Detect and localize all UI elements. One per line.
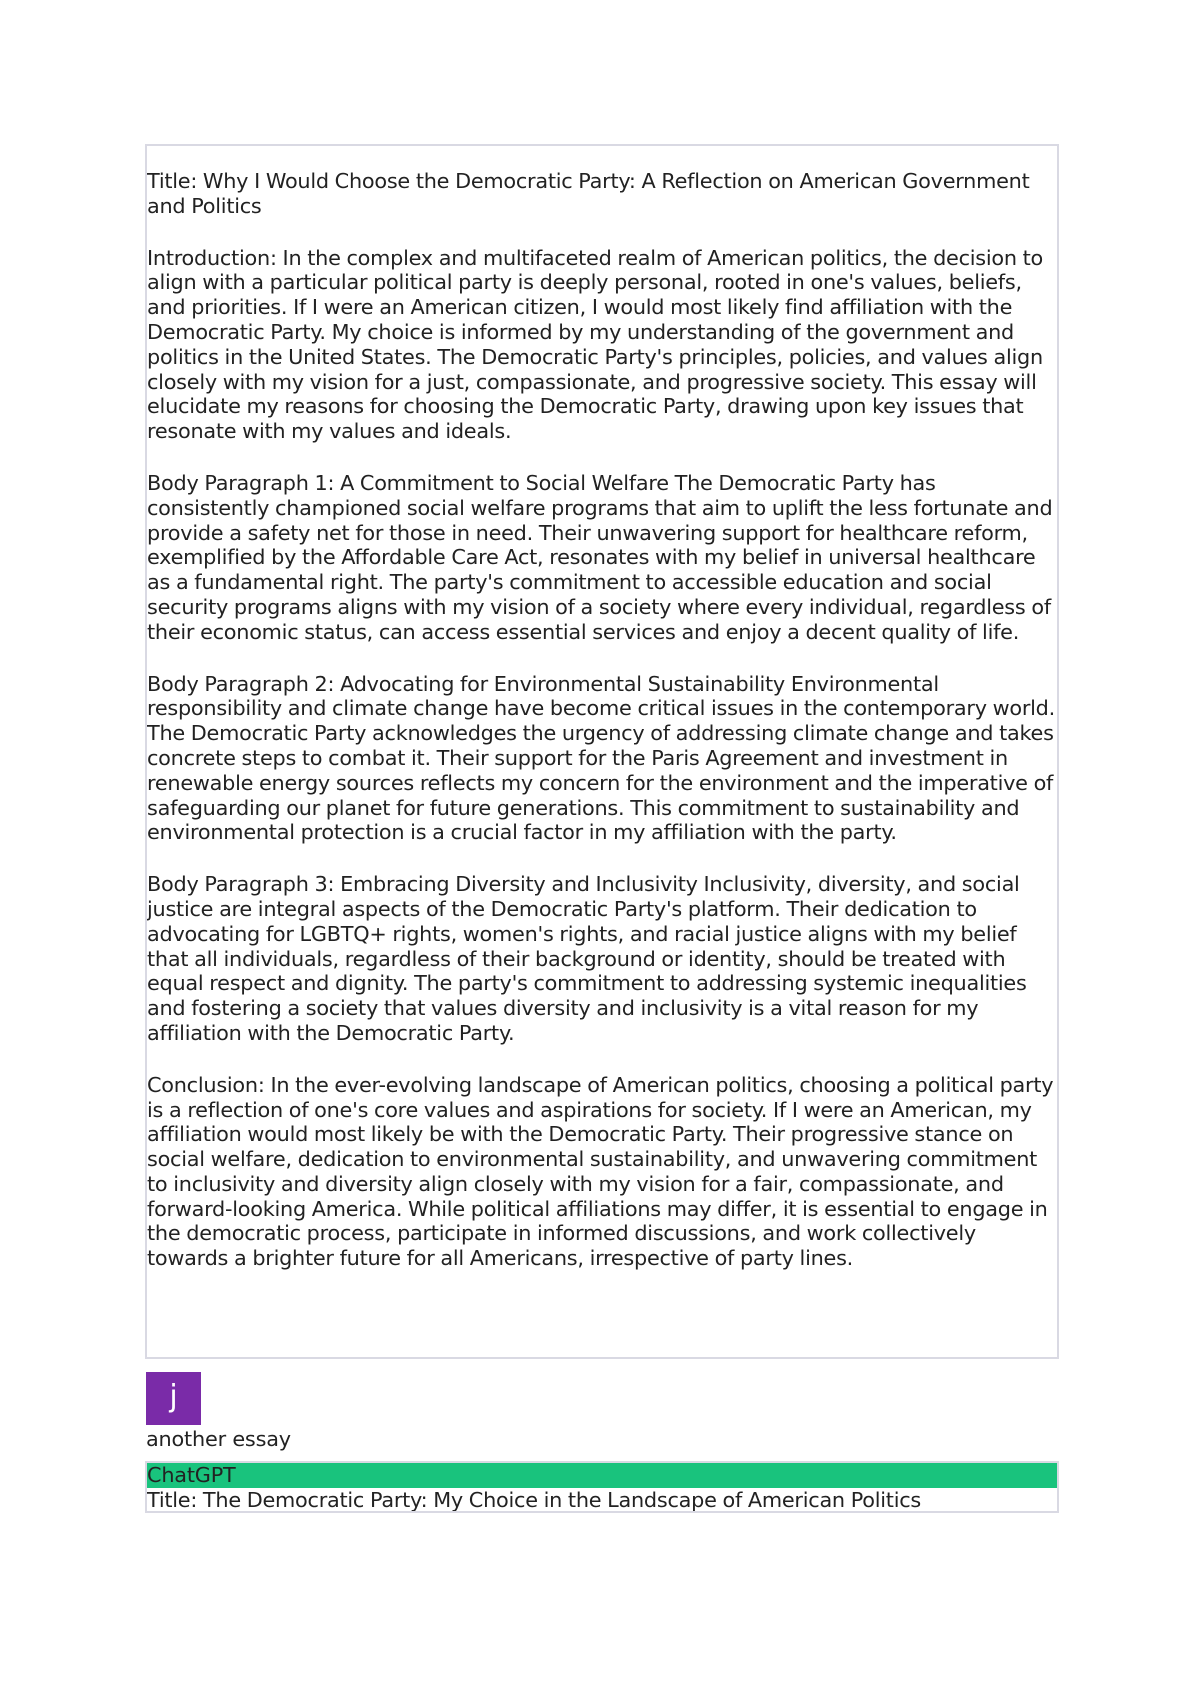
essay-body-paragraph-3: Body Paragraph 3: Embracing Diversity and Inclusivity Inclusivity, diversity, and social justice are integral aspects of the Democratic Party's platform. Their dedication to advocating for LGBTQ+ rights, women's rights, and racial justice aligns with my belief that all individuals, regardless of their background or identity, should be treated with equal respect and dignity. The party's commitment to addressing systemic inequalities and fostering a society that values diversity and inclusivity is a vital reason for my affiliation with the Democratic Party. bbox=[147, 872, 1027, 1045]
essay-conclusion: Conclusion: In the ever-evolving landscape of American politics, choosing a political party is a reflection of one's core values and aspirations for society. If I were an American, my affiliation would most likely be with the Democratic Party. Their progressive stance on social welfare, dedication to environmental sustainability, and unwavering commitment to inclusivity and diversity align closely with my vision for a fair, compassionate, and forward-looking America. While political affiliations may differ, it is essential to engage in the democratic process, participate in informed discussions, and work collectively towards a brighter future for all Americans, irrespective of party lines. bbox=[147, 1072, 1054, 1271]
essay-title: Title: Why I Would Choose the Democratic Party: A Reflection on American Government and Politics bbox=[147, 169, 1030, 218]
assistant-sender-label: ChatGPT bbox=[147, 1463, 1057, 1488]
essay-body-paragraph-1: Body Paragraph 1: A Commitment to Social Welfare The Democratic Party has consistently championed social welfare programs that aim to uplift the less fortunate and provide a safety net for those in need. Their unwavering support for healthcare reform, exemplified by the Affordable Care Act, resonates with my belief in universal healthcare as a fundamental right. The party's commitment to accessible education and social security programs aligns with my vision of a society where every individual, regardless of their economic status, can access essential services and enjoy a decent quality of life. bbox=[147, 470, 1053, 644]
essay-introduction: Introduction: In the complex and multifaceted realm of American politics, the decision to align with a particular political party is deeply personal, rooted in one's values, beliefs, and priorities. If I were an American citizen, I would most likely find affiliation with the Democratic Party. My choice is informed by my understanding of the government and politics in the United States. The Democratic Party's principles, policies, and values align closely with my vision for a just, compassionate, and progressive society. This essay will elucidate my reasons for choosing the Democratic Party, drawing upon key issues that resonate with my values and ideals. bbox=[147, 245, 1044, 444]
user-message: another essay bbox=[146, 1427, 291, 1451]
new-essay-title: Title: The Democratic Party: My Choice in the Landscape of American Politics bbox=[147, 1488, 922, 1512]
user-avatar: j bbox=[146, 1372, 201, 1425]
assistant-response-previous bbox=[145, 144, 1059, 1359]
assistant-response-new bbox=[145, 1461, 1059, 1513]
essay-body-paragraph-2: Body Paragraph 2: Advocating for Environmental Sustainability Environmental responsibility and climate change have become critical issues in the contemporary world. The Democratic Party acknowledges the urgency of addressing climate change and takes concrete steps to combat it. Their support for the Paris Agreement and investment in renewable energy sources reflects my concern for the environment and the imperative of safeguarding our planet for future generations. This commitment to sustainability and environmental protection is a crucial factor in my affiliation with the party. bbox=[147, 671, 1055, 845]
